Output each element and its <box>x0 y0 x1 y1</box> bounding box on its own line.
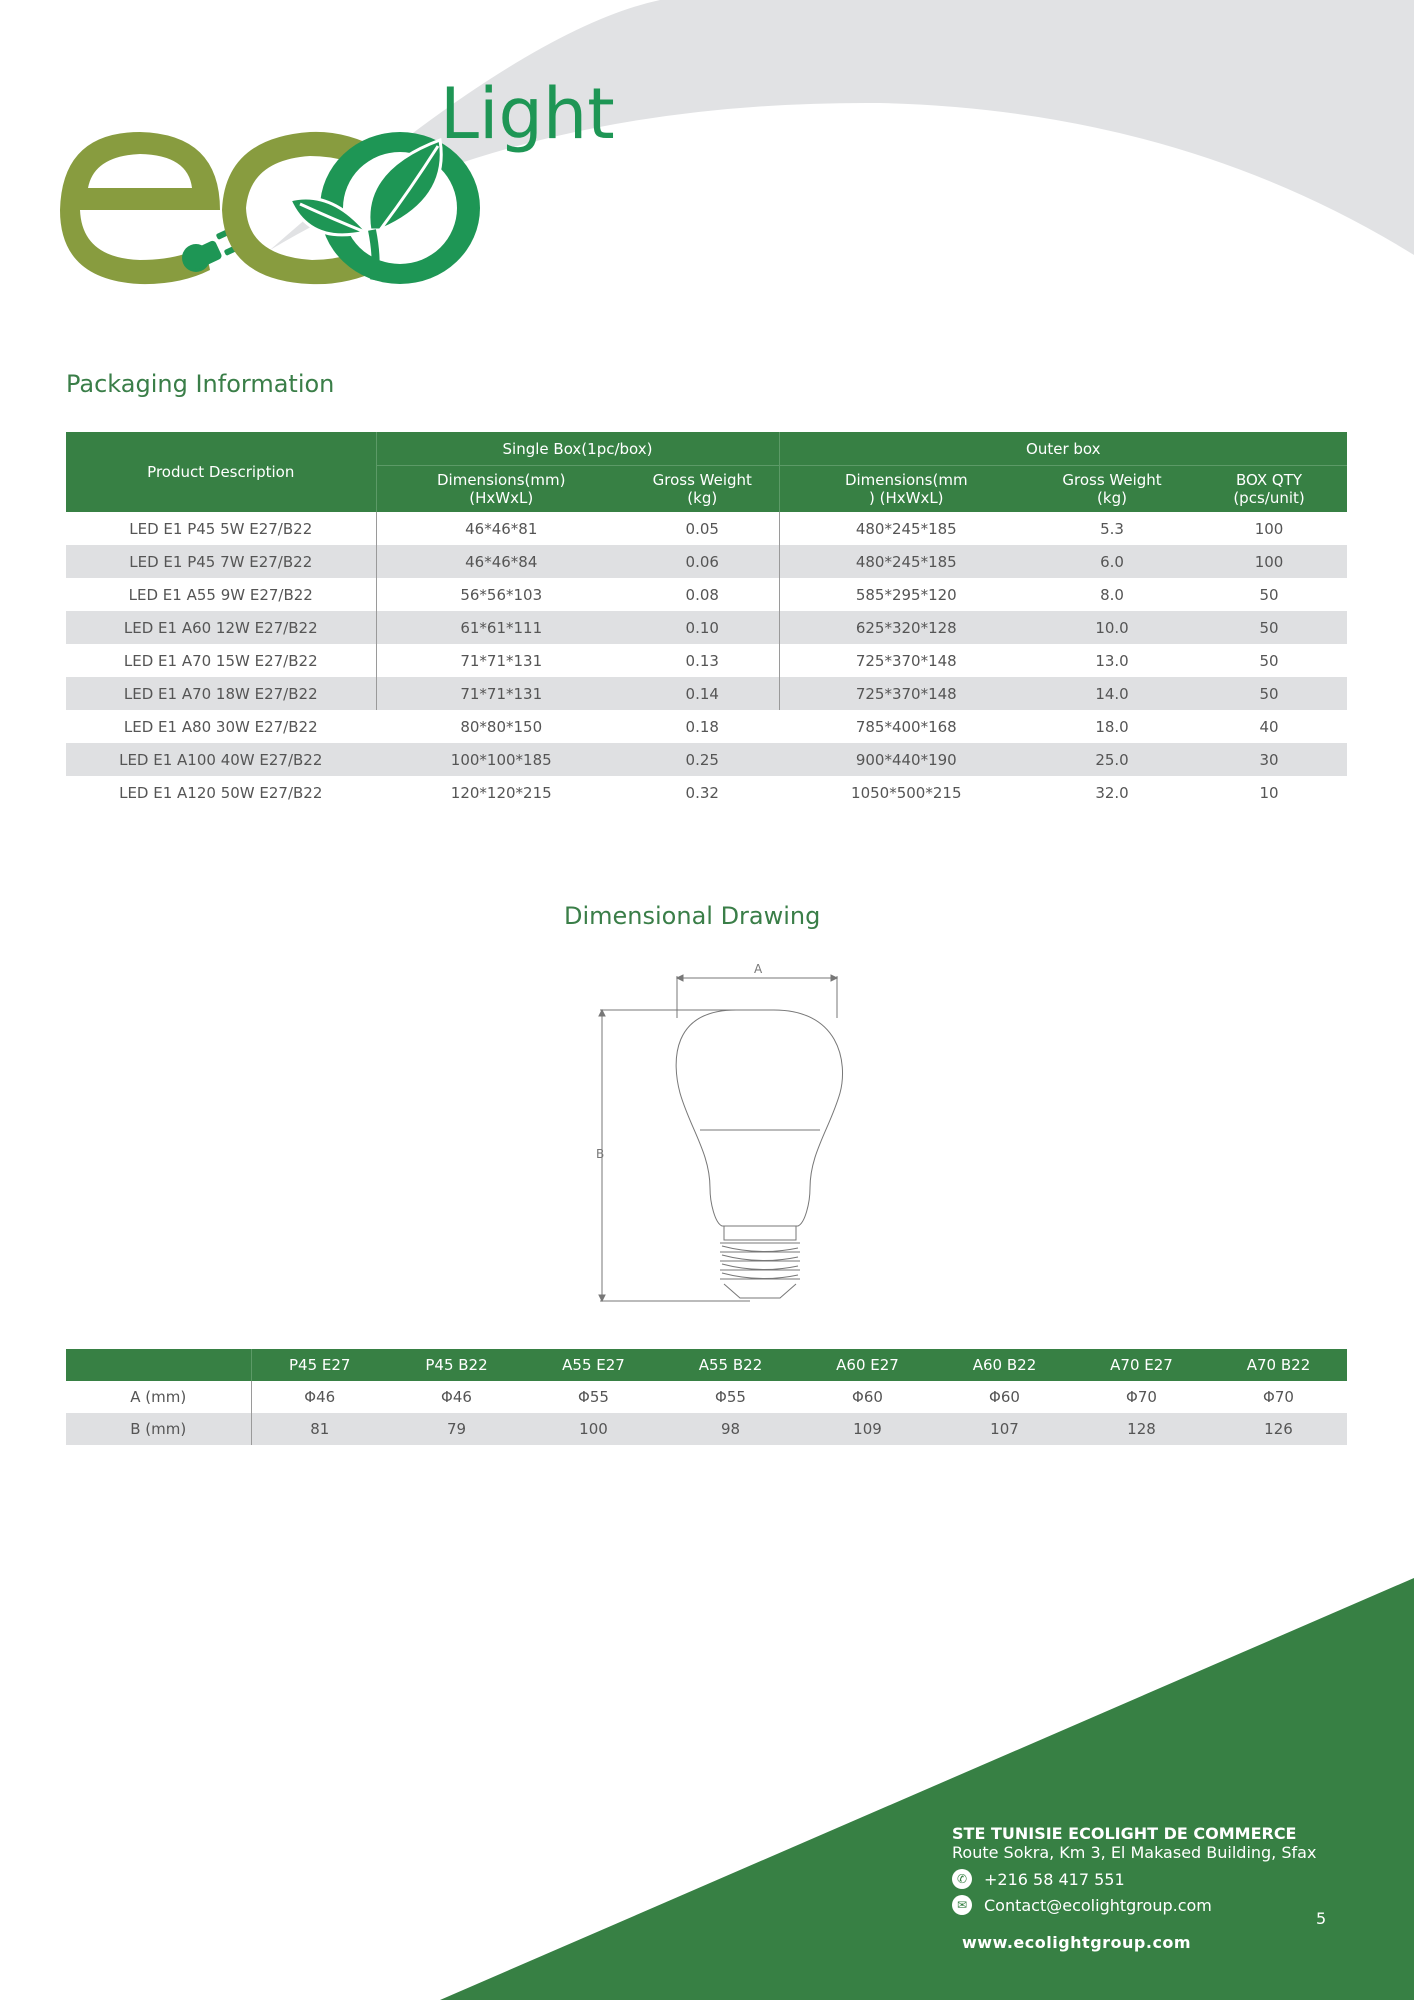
cell-outer-dimensions: 900*440*190 <box>779 743 1033 776</box>
cell-value: 98 <box>662 1413 799 1445</box>
table-row <box>66 512 1347 545</box>
cell-outer-dimensions: 585*295*120 <box>779 578 1033 611</box>
col-single-weight: Gross Weight (kg) <box>626 466 779 513</box>
cell-value: Φ70 <box>1263 1388 1294 1406</box>
envelope-icon: ✉ <box>952 1895 972 1915</box>
cell-single-dimensions: 61*61*111 <box>376 611 626 644</box>
cell-box-qty: 30 <box>1191 743 1347 776</box>
cell-box-qty: 50 <box>1191 677 1347 710</box>
cell-single-weight: 0.08 <box>685 585 719 604</box>
cell-single-dimensions: 80*80*150 <box>460 717 543 736</box>
cell-outer-dimensions: 480*245*185 <box>779 512 1033 545</box>
cell-value: Φ60 <box>989 1388 1020 1406</box>
col-single-dimensions: Dimensions(mm) (HxWxL) <box>376 466 626 513</box>
cell-box-qty: 50 <box>1191 611 1347 644</box>
bulb-base <box>724 1226 796 1240</box>
col-group-outer-box: Outer box <box>779 432 1347 466</box>
cell-outer-weight: 5.3 <box>1100 519 1124 538</box>
cell-outer-weight: 18.0 <box>1095 717 1129 736</box>
row-label: B (mm) <box>66 1413 251 1445</box>
cell-value: 126 <box>1210 1413 1347 1445</box>
phone-number[interactable]: +216 58 417 551 <box>984 1869 1125 1889</box>
ecolight-logo <box>60 80 620 300</box>
cell-outer-dimensions: 1050*500*215 <box>851 783 962 802</box>
cell-box-qty: 50 <box>1259 651 1279 670</box>
cell-outer-weight: 6.0 <box>1033 545 1191 578</box>
col-model: A70 B22 <box>1210 1349 1347 1381</box>
cell-box-qty: 10 <box>1259 783 1279 802</box>
website-link[interactable]: www.ecolightgroup.com <box>962 1933 1192 1952</box>
cell-value: 100 <box>525 1413 662 1445</box>
cell-product: LED E1 A55 9W E27/B22 <box>128 585 313 604</box>
col-box-qty: BOX QTY (pcs/unit) <box>1191 466 1347 513</box>
cell-product: LED E1 A120 50W E27/B22 <box>119 783 323 802</box>
footer-contact <box>952 1824 1316 1952</box>
dimensions-table <box>66 1349 1347 1445</box>
cell-single-weight: 0.25 <box>626 743 779 776</box>
table-row <box>66 743 1347 776</box>
cell-product: LED E1 A60 12W E27/B22 <box>66 611 376 644</box>
cell-product: LED E1 A70 18W E27/B22 <box>66 677 376 710</box>
cell-outer-weight: 13.0 <box>1095 651 1129 670</box>
table-row <box>66 677 1347 710</box>
col-group-single-box: Single Box(1pc/box) <box>376 432 779 466</box>
cell-value: 109 <box>799 1413 936 1445</box>
cell-value: 79 <box>388 1413 525 1445</box>
cell-single-weight: 0.10 <box>626 611 779 644</box>
col-model: A55 E27 <box>525 1349 662 1381</box>
cell-single-weight: 0.05 <box>685 519 719 538</box>
cell-outer-dimensions: 725*370*148 <box>779 644 1033 677</box>
packaging-table <box>66 432 1347 809</box>
cell-outer-dimensions: 480*245*185 <box>779 545 1033 578</box>
logo-light-text: Light <box>440 80 615 155</box>
cell-product: LED E1 P45 5W E27/B22 <box>129 519 313 538</box>
cell-value: Φ55 <box>715 1388 746 1406</box>
cell-product: LED E1 A80 30W E27/B22 <box>123 717 318 736</box>
bulb-outline <box>676 1010 842 1226</box>
cell-value: Φ55 <box>578 1388 609 1406</box>
cell-outer-weight: 14.0 <box>1033 677 1191 710</box>
cell-single-weight: 0.14 <box>626 677 779 710</box>
company-address: Route Sokra, Km 3, El Makased Building, Sfax <box>952 1843 1317 1862</box>
cell-outer-dimensions: 725*370*148 <box>779 677 1033 710</box>
cell-outer-weight: 32.0 <box>1095 783 1129 802</box>
col-model: A60 B22 <box>936 1349 1073 1381</box>
cell-box-qty: 100 <box>1191 545 1347 578</box>
cell-single-dimensions: 56*56*103 <box>376 578 626 611</box>
cell-product: LED E1 A70 15W E27/B22 <box>123 651 318 670</box>
table-row <box>66 578 1347 611</box>
phone-row <box>952 1869 1316 1889</box>
cell-product: LED E1 A100 40W E27/B22 <box>66 743 376 776</box>
cell-outer-dimensions: 785*400*168 <box>855 717 957 736</box>
table-row <box>66 644 1347 677</box>
col-outer-dimensions: Dimensions(mm ) (HxWxL) <box>779 466 1033 513</box>
table-row <box>66 1413 1347 1445</box>
cell-box-qty: 50 <box>1259 585 1279 604</box>
cell-outer-weight: 10.0 <box>1033 611 1191 644</box>
drawing-title: Dimensional Drawing <box>564 902 821 930</box>
packaging-title: Packaging Information <box>66 370 335 398</box>
cell-outer-dimensions: 625*320*128 <box>779 611 1033 644</box>
cell-product: LED E1 P45 7W E27/B22 <box>66 545 376 578</box>
cell-single-dimensions: 120*120*215 <box>450 783 552 802</box>
cell-single-weight: 0.18 <box>685 717 719 736</box>
cell-outer-weight: 25.0 <box>1033 743 1191 776</box>
cell-value: 107 <box>936 1413 1073 1445</box>
col-outer-weight: Gross Weight (kg) <box>1033 466 1191 513</box>
cell-value: Φ60 <box>852 1388 883 1406</box>
col-model: A60 E27 <box>799 1349 936 1381</box>
cell-outer-weight: 8.0 <box>1100 585 1124 604</box>
cell-single-dimensions: 100*100*185 <box>376 743 626 776</box>
phone-icon: ✆ <box>952 1869 972 1889</box>
cell-value: 81 <box>251 1413 388 1445</box>
cell-value: Φ46 <box>304 1388 336 1406</box>
row-label: A (mm) <box>66 1381 251 1413</box>
cell-box-qty: 100 <box>1254 519 1284 538</box>
col-model: A70 E27 <box>1073 1349 1210 1381</box>
cell-value: Φ46 <box>441 1388 472 1406</box>
dimension-label-b: B <box>596 1147 605 1161</box>
company-name: STE TUNISIE ECOLIGHT DE COMMERCE <box>952 1824 1297 1843</box>
cell-single-dimensions: 71*71*131 <box>376 677 626 710</box>
col-model: P45 B22 <box>388 1349 525 1381</box>
cell-single-dimensions: 71*71*131 <box>376 644 626 677</box>
cell-single-dimensions: 46*46*84 <box>376 545 626 578</box>
cell-box-qty: 40 <box>1259 717 1279 736</box>
email-row <box>952 1895 1316 1915</box>
table-row <box>66 611 1347 644</box>
cell-single-weight: 0.32 <box>685 783 719 802</box>
cell-value: 128 <box>1073 1413 1210 1445</box>
cell-single-weight: 0.13 <box>685 651 719 670</box>
cell-single-dimensions: 46*46*81 <box>376 512 626 545</box>
col-blank <box>66 1349 251 1381</box>
dimension-label-a: A <box>754 962 763 976</box>
col-model: A55 B22 <box>662 1349 799 1381</box>
table-row <box>66 545 1347 578</box>
table-row <box>66 710 1347 743</box>
page-number: 5 <box>1316 1909 1327 1928</box>
bulb-dimension-drawing <box>590 958 850 1308</box>
col-product-description: Product Description <box>66 432 376 512</box>
cell-single-weight: 0.06 <box>626 545 779 578</box>
table-row <box>66 1381 1347 1413</box>
col-model: P45 E27 <box>251 1349 388 1381</box>
table-row <box>66 776 1347 809</box>
email-address[interactable]: Contact@ecolightgroup.com <box>984 1895 1212 1915</box>
cell-value: Φ70 <box>1126 1388 1157 1406</box>
